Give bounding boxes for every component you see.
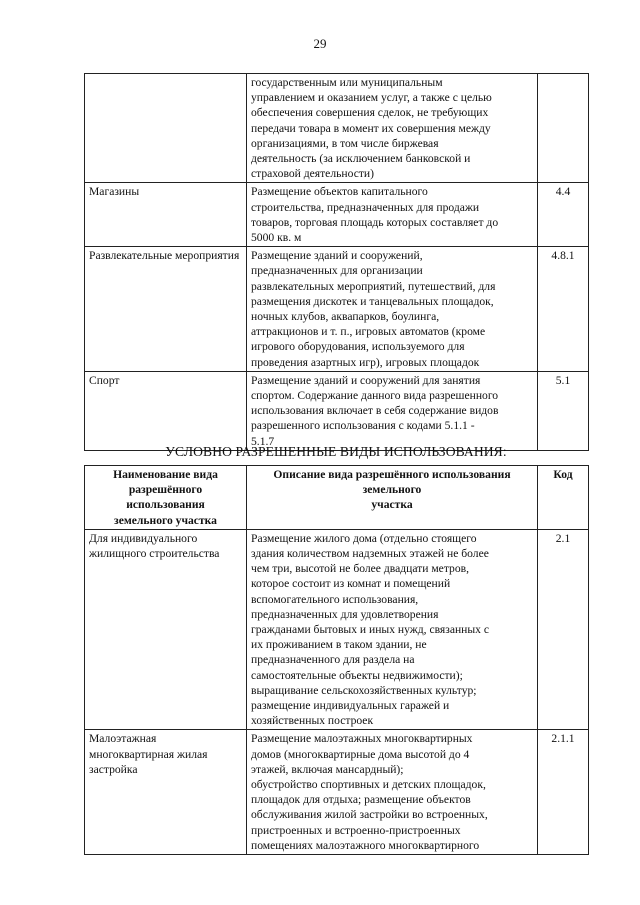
header-name-line: земельного участка (114, 513, 217, 527)
description-line: обеспечения совершения сделок, не требующих (251, 106, 489, 120)
description-line: размещение индивидуальных гаражей и (251, 699, 450, 713)
description-line: государственным или муниципальным (251, 76, 443, 89)
description-line: домов (многоквартирные дома высотой до 4 (251, 747, 470, 761)
use-code: 2.1.1 (538, 730, 589, 855)
description-line: вспомогательного использования, (251, 592, 419, 606)
header-name-line: использования (126, 498, 205, 512)
description-line: их проживанием в таком здании, не (251, 638, 427, 652)
header-name-line: Наименование вида (113, 468, 218, 481)
description-line: деятельность (за исключением банковской и (251, 152, 471, 166)
use-description (247, 529, 538, 730)
table-row (85, 247, 589, 372)
description-line: здания количеством надземных этажей не более (251, 547, 489, 561)
description-line: строительства, предназначенных для продажи (251, 200, 480, 214)
description-line: самостоятельные объекты недвижимости); (251, 668, 463, 682)
table-row (85, 371, 589, 450)
header-description-line: Описание вида разрешённого использования (273, 468, 511, 481)
table-row (85, 529, 589, 730)
description-line: Размещение зданий и сооружений, (251, 249, 423, 263)
description-line: обустройство спортивных и детских площадок, (251, 778, 486, 792)
page-number: 29 (313, 36, 327, 51)
description-line: проведения азартных игр), игровых площадок (251, 355, 480, 369)
use-description (247, 730, 538, 855)
table-row (85, 183, 589, 247)
description-line: предназначенного для раздела на (251, 653, 415, 667)
use-code: 2.1 (538, 529, 589, 730)
description-line: предназначенных для организации (251, 264, 423, 278)
description-line: выращивание сельскохозяйственных культур; (251, 683, 477, 697)
description-line: площадок для отдыха; размещение объектов (251, 793, 471, 807)
use-code: 4.8.1 (538, 247, 589, 372)
use-name: Развлекательные мероприятия (85, 247, 247, 372)
description-line: спортом. Содержание данного вида разрешенного (251, 389, 499, 403)
description-line: обслуживания жилой застройки во встроенных, (251, 808, 488, 822)
header-description (247, 466, 538, 530)
use-code: 5.1 (538, 371, 589, 450)
use-description (247, 74, 538, 183)
description-line: использования включает в себя содержание видов (251, 404, 499, 418)
description-line: игрового оборудования, используемого для (251, 340, 465, 354)
table-header-row (85, 466, 589, 530)
description-line: управлением и оказанием услуг, а также с целью (251, 91, 492, 105)
table-row (85, 730, 589, 855)
description-line: Размещение объектов капитального (251, 185, 428, 199)
description-line: товаров, торговая площадь которых составляет до (251, 215, 499, 229)
description-line: чем три, высотой не более двадцати метров, (251, 562, 469, 576)
use-name: Для индивидуального жилищного строительства (85, 529, 247, 730)
use-description (247, 371, 538, 450)
description-line: организациями, в том числе биржевая (251, 136, 439, 150)
table-row (85, 74, 589, 183)
description-line: Размещение зданий и сооружений для занятия (251, 373, 481, 387)
description-line: передачи товара в момент их совершения между (251, 121, 491, 135)
header-name-line: разрешённого (128, 483, 203, 497)
description-line: гражданами бытовых и иных нужд, связанных с (251, 623, 490, 637)
description-line: помещениях малоэтажного многоквартирного (251, 838, 480, 852)
description-line: 5000 кв. м (251, 231, 302, 245)
use-code: 4.4 (538, 183, 589, 247)
description-line: ночных клубов, аквапарков, боулинга, (251, 310, 440, 324)
header-description-line: участка (371, 498, 413, 512)
header-code: Код (538, 466, 589, 530)
use-name (85, 74, 247, 183)
use-code (538, 74, 589, 183)
description-line: этажей, включая мансардный); (251, 762, 404, 776)
land-use-table-continued (84, 73, 589, 451)
use-description (247, 183, 538, 247)
description-line: пристроенных и встроенно-пристроенных (251, 823, 461, 837)
description-line: размещения дискотек и танцевальных площадок, (251, 294, 494, 308)
description-line: разрешенного использования с кодами 5.1.1 - (251, 419, 475, 433)
description-line: аттракционов и т. п., игровых автоматов (кроме (251, 325, 486, 339)
description-line: Размещение малоэтажных многоквартирных (251, 732, 473, 746)
description-line: которое состоит из комнат и помещений (251, 577, 451, 591)
header-name (85, 466, 247, 530)
use-name: Магазины (85, 183, 247, 247)
description-line: 5.1.7 (251, 434, 275, 448)
use-name: Спорт (85, 371, 247, 450)
use-name: Малоэтажная многоквартирная жилая застройка (85, 730, 247, 855)
header-description-line: земельного (362, 483, 422, 497)
conditional-use-table (84, 465, 589, 855)
use-description (247, 247, 538, 372)
description-line: хозяйственных построек (251, 714, 374, 728)
description-line: развлекательных мероприятий, путешествий, для (251, 279, 496, 293)
description-line: предназначенных для удовлетворения (251, 607, 439, 621)
section-title: УСЛОВНО РАЗРЕШЕННЫЕ ВИДЫ ИСПОЛЬЗОВАНИЯ: (165, 444, 507, 459)
description-line: Размещение жилого дома (отдельно стоящего (251, 531, 477, 545)
description-line: страховой деятельности) (251, 167, 374, 181)
